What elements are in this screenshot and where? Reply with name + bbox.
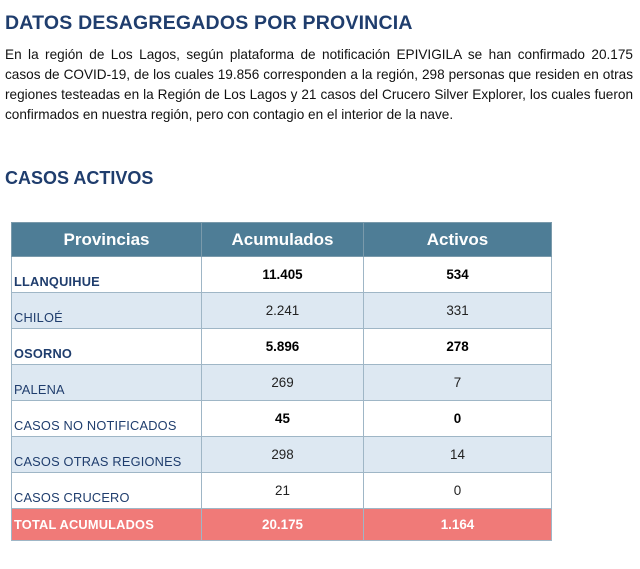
header-provincias: Provincias (12, 223, 202, 257)
header-activos: Activos (364, 223, 552, 257)
activos-cell: 534 (364, 257, 552, 293)
total-row (12, 509, 552, 541)
provincia-cell: CASOS NO NOTIFICADOS (12, 401, 202, 437)
provincia-cell: PALENA (12, 365, 202, 401)
acumulados-cell: 21 (202, 473, 364, 509)
acumulados-cell: 298 (202, 437, 364, 473)
table-row (12, 401, 552, 437)
acumulados-cell: 269 (202, 365, 364, 401)
provincia-cell: CASOS OTRAS REGIONES (12, 437, 202, 473)
acumulados-cell: 2.241 (202, 293, 364, 329)
header-acumulados: Acumulados (202, 223, 364, 257)
activos-cell: 331 (364, 293, 552, 329)
provincia-cell: LLANQUIHUE (12, 257, 202, 293)
intro-paragraph: En la región de Los Lagos, según plataforma de notificación EPIVIGILA se han confirmado 20.175 casos de COVID-19, de los cuales 19.856 corresponden a la región, 298 personas que residen en otras regiones testeadas en la Región de Los Lagos y 21 casos del Crucero Silver Explorer, los cuales fueron confirmados en nuestra región, pero con contagio en el interior de la nave. (5, 47, 633, 122)
acumulados-cell: 5.896 (202, 329, 364, 365)
activos-cell: 7 (364, 365, 552, 401)
total-acumulados: 20.175 (202, 509, 364, 541)
table-row (12, 329, 552, 365)
activos-cell: 14 (364, 437, 552, 473)
total-activos: 1.164 (364, 509, 552, 541)
activos-cell: 0 (364, 401, 552, 437)
table-row (12, 257, 552, 293)
table-header-row (12, 223, 552, 257)
section-title: CASOS ACTIVOS (5, 168, 154, 188)
total-label: TOTAL ACUMULADOS (12, 509, 202, 541)
provincia-cell: CHILOÉ (12, 293, 202, 329)
activos-cell: 278 (364, 329, 552, 365)
acumulados-cell: 45 (202, 401, 364, 437)
table-row (12, 365, 552, 401)
table-row (12, 437, 552, 473)
cases-table (11, 222, 552, 541)
provincia-cell: CASOS CRUCERO (12, 473, 202, 509)
page-title: DATOS DESAGREGADOS POR PROVINCIA (5, 12, 413, 34)
activos-cell: 0 (364, 473, 552, 509)
table-row (12, 473, 552, 509)
table-row (12, 293, 552, 329)
provincia-cell: OSORNO (12, 329, 202, 365)
acumulados-cell: 11.405 (202, 257, 364, 293)
